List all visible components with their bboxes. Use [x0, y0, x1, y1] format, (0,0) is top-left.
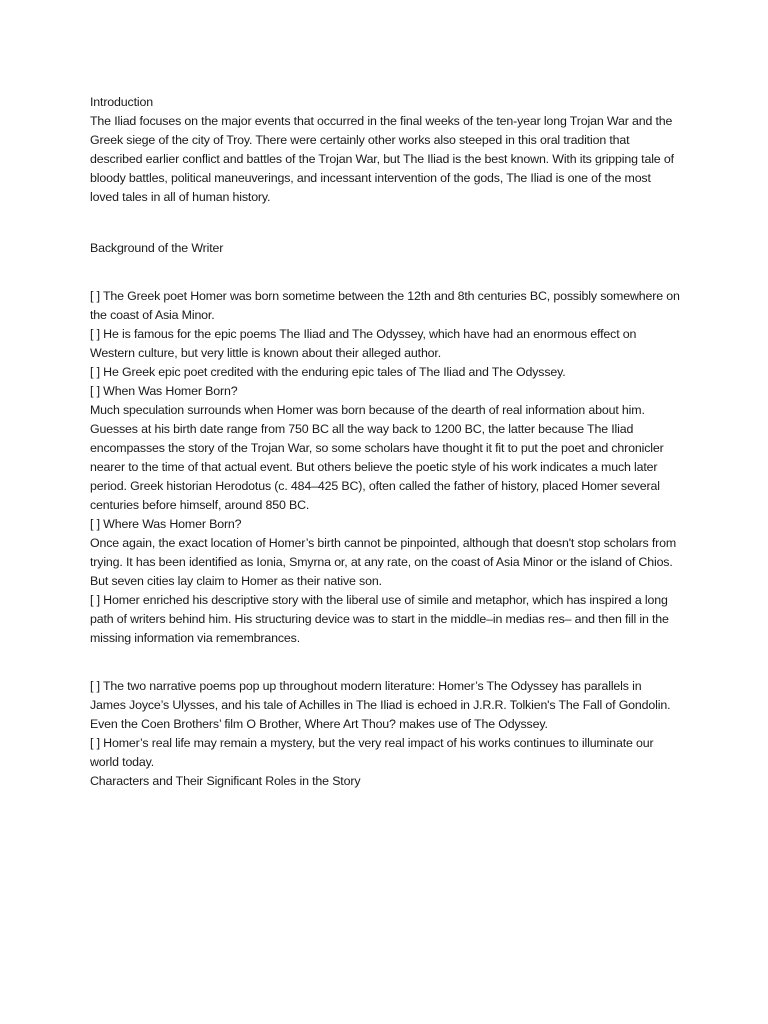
intro-paragraph: The Iliad focuses on the major events that occurred in the final weeks of the ten-year long Trojan War and the Greek siege of the city of Troy. There were certainly other works also steeped in this oral tradition that described earlier conflict and battles of the Trojan War, but The Iliad is the best known. With its gripping tale of bloody battles, political maneuverings, and incessant intervention of the gods, The Iliad is one of the most loved tales in all of human history.	[90, 114, 674, 204]
background-heading: Background of the Writer	[90, 241, 224, 255]
background-item-when-born-question: [ ] When Was Homer Born?	[90, 384, 238, 398]
background-item-famous-poems: [ ] He is famous for the epic poems The Iliad and The Odyssey, which have had an enormous effect on Western culture, but very little is known about their alleged author.	[90, 327, 637, 360]
background-item-where-born-question: [ ] Where Was Homer Born?	[90, 517, 242, 531]
background-item-birth-range: [ ] The Greek poet Homer was born sometime between the 12th and 8th centuries BC, possibly somewhere on the coast of Asia Minor.	[90, 289, 680, 322]
spacer	[90, 207, 680, 239]
background-item-epic-poet: [ ] He Greek epic poet credited with the enduring epic tales of The Iliad and The Odyssey.	[90, 365, 566, 379]
spacer	[90, 648, 680, 677]
background-item-simile-metaphor: [ ] Homer enriched his descriptive story with the liberal use of simile and metaphor, which has inspired a long path of writers behind him. His structuring device was to start in the middle–in medias res– and then fill in the missing information via remembrances.	[90, 593, 669, 645]
characters-heading: Characters and Their Significant Roles in the Story	[90, 774, 361, 788]
spacer	[90, 258, 680, 287]
background-item-where-born-answer: Once again, the exact location of Homer’s birth cannot be pinpointed, although that doesn't stop scholars from trying. It has been identified as Ionia, Smyrna or, at any rate, on the coast of Asia Minor or the island of Chios. But seven cities lay claim to Homer as their native son.	[90, 536, 677, 588]
background-item-modern-literature: [ ] The two narrative poems pop up throughout modern literature: Homer’s The Odyssey has parallels in James Joyce’s Ulysses, and his tale of Achilles in The Iliad is echoed in J.R.R. Tolkien's The Fall of Gondolin. Even the Coen Brothers’ film O Brother, Where Art Thou? makes use of The Odyssey.	[90, 679, 671, 731]
background-item-real-life: [ ] Homer’s real life may remain a mystery, but the very real impact of his works continues to illuminate our world today.	[90, 736, 654, 769]
background-item-when-born-answer: Much speculation surrounds when Homer was born because of the dearth of real information about him. Guesses at his birth date range from 750 BC all the way back to 1200 BC, the latter because The Iliad encompasses the story of the Trojan War, so some scholars have thought it fit to put the poet and chronicler nearer to the time of that actual event. But others believe the poetic style of his work indicates a much later period. Greek historian Herodotus (c. 484–425 BC), often called the father of history, placed Homer several centuries before himself, around 850 BC.	[90, 403, 664, 512]
intro-heading: Introduction	[90, 95, 153, 109]
document-page	[90, 93, 680, 791]
